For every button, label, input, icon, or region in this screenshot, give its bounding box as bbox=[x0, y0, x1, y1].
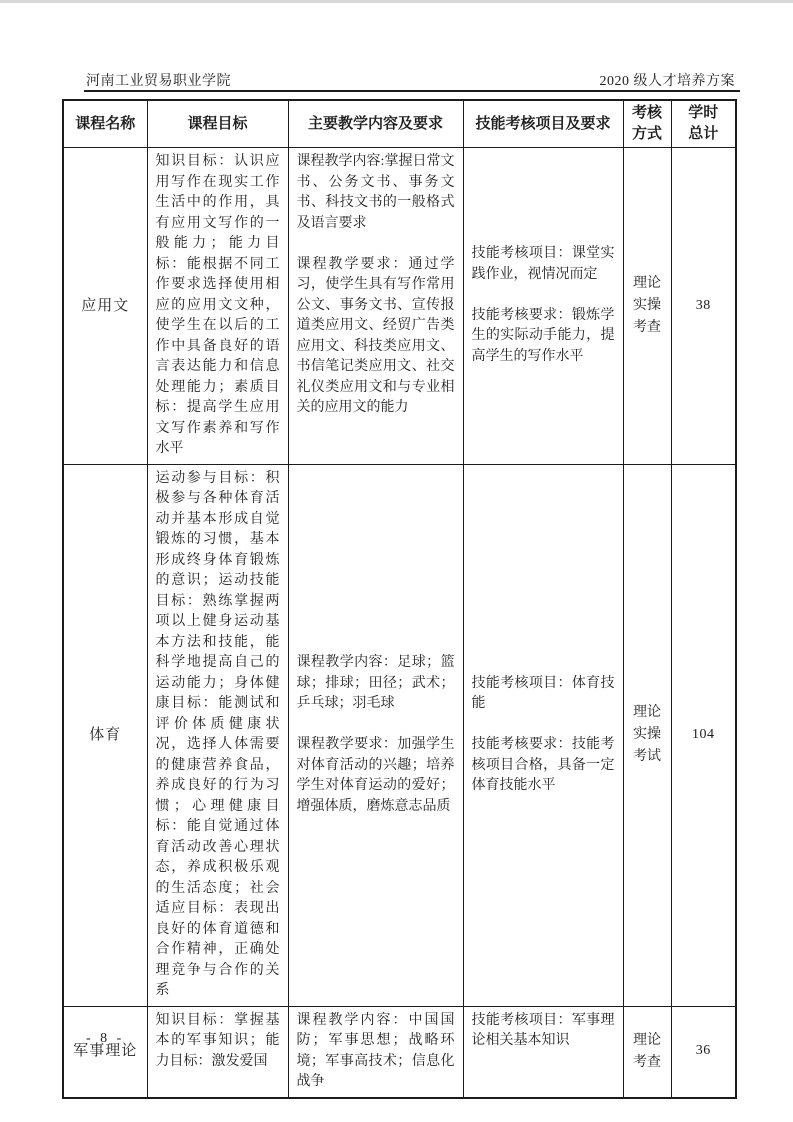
total-hours-cell: 38 bbox=[671, 148, 736, 465]
header-school-name: 河南工业贸易职业学院 bbox=[86, 74, 231, 89]
objectives-text: 运动参与目标：积极参与各种体育活动并基本形成自觉锻炼的习惯，基本形成终身体育锻炼的意识；运动技能目标：熟练掌握两项以上健身运动基本方法和技能，能科学地提高自己的运动能力；身体健康目标：能测试和评价体质健康状况，选择人体需要的健康营养食品，养成良好的行为习惯；心理健康目标：能自觉通过体育活动改善心理状态，养成积极乐观的生活态度；社会适应目标：表现出良好的体育道德和合作精神，正确处理竞争与合作的关系 bbox=[155, 470, 280, 998]
content-paragraph: 课程教学要求：加强学生对体育活动的兴趣；培养学生对体育运动的爱好；增强体质，磨炼意志品质 bbox=[296, 737, 455, 814]
teaching-content-cell bbox=[288, 1006, 463, 1098]
column-header-course-name: 课程名称 bbox=[63, 100, 147, 148]
course-objectives-cell bbox=[147, 148, 288, 465]
table-row-applied-writing bbox=[63, 148, 736, 465]
course-name-cell: 军事理论 bbox=[63, 1006, 147, 1098]
course-name-cell: 体育 bbox=[63, 464, 147, 1006]
skill-assessment-cell bbox=[463, 464, 623, 1006]
objectives-text: 知识目标：掌握基本的军事知识；能力目标：激发爱国 bbox=[155, 1012, 280, 1069]
assessment-method-cell bbox=[623, 1006, 671, 1098]
total-hours-cell: 36 bbox=[671, 1006, 736, 1098]
course-name-cell: 应用文 bbox=[63, 148, 147, 465]
table-row-physical-education bbox=[63, 464, 736, 1006]
table-header-row bbox=[63, 100, 736, 148]
column-header-hours: 学时总计 bbox=[671, 100, 736, 148]
skill-assessment-cell bbox=[463, 148, 623, 465]
content-paragraph: 课程教学内容:掌握日常文书、公务文书、事务文书、科技文书的一般格式及语言要求 bbox=[296, 154, 455, 231]
course-objectives-cell bbox=[147, 464, 288, 1006]
method-text: 理论考查 bbox=[633, 1032, 661, 1070]
method-text: 理论实操考查 bbox=[633, 275, 661, 335]
content-paragraph: 课程教学内容：足球；篮球；排球；田径；武术；乒乓球；羽毛球 bbox=[296, 655, 455, 711]
table-row-military-theory bbox=[63, 1006, 736, 1098]
header-plan-title: 2020 级人才培养方案 bbox=[599, 74, 735, 89]
scan-artifact-line bbox=[0, 0, 793, 3]
method-text: 理论实操考试 bbox=[633, 705, 661, 764]
column-header-objectives: 课程目标 bbox=[147, 100, 288, 148]
teaching-content-cell bbox=[288, 148, 463, 465]
skill-assessment-cell bbox=[463, 1006, 623, 1098]
course-objectives-cell bbox=[147, 1006, 288, 1098]
course-table bbox=[62, 99, 737, 1099]
content-paragraph: 课程教学内容：中国国防；军事思想；战略环境；军事高技术；信息化战争 bbox=[296, 1012, 455, 1089]
assessment-method-cell bbox=[623, 464, 671, 1006]
objectives-text: 知识目标：认识应用写作在现实工作生活中的作用，具有应用文写作的一般能力；能力目标：能根据不同工作要求选择使用相应的应用文文种，使学生在以后的工作中具备良好的语言表达能力和信息处理能力；素质目标：提高学生应用文写作素养和写作水平 bbox=[155, 154, 280, 456]
total-hours-cell: 104 bbox=[671, 464, 736, 1006]
assessment-paragraph: 技能考核项目：体育技能 bbox=[471, 675, 615, 711]
assessment-paragraph: 技能考核项目：课堂实践作业，视情况而定 bbox=[471, 246, 615, 282]
assessment-paragraph: 技能考核项目：军事理论相关基本知识 bbox=[471, 1012, 615, 1048]
column-header-assessment: 技能考核项目及要求 bbox=[463, 100, 623, 148]
assessment-method-cell bbox=[623, 148, 671, 465]
header-rule bbox=[84, 90, 740, 92]
column-header-content: 主要教学内容及要求 bbox=[288, 100, 463, 148]
assessment-paragraph: 技能考核要求：锻炼学生的实际动手能力，提高学生的写作水平 bbox=[471, 307, 615, 364]
assessment-paragraph: 技能考核要求：技能考核项目合格，具备一定体育技能水平 bbox=[471, 737, 615, 793]
teaching-content-cell bbox=[288, 464, 463, 1006]
column-header-method: 考核方式 bbox=[623, 100, 671, 148]
content-paragraph: 课程教学要求：通过学习，使学生具有写作常用公文、事务文书、宣传报道类应用文、经贸广告类应用文、科技类应用文、书信笔记类应用文、社交礼仪类应用文和与专业相关的应用文的能力 bbox=[296, 256, 455, 415]
page-number: - 8 - bbox=[86, 1031, 125, 1046]
